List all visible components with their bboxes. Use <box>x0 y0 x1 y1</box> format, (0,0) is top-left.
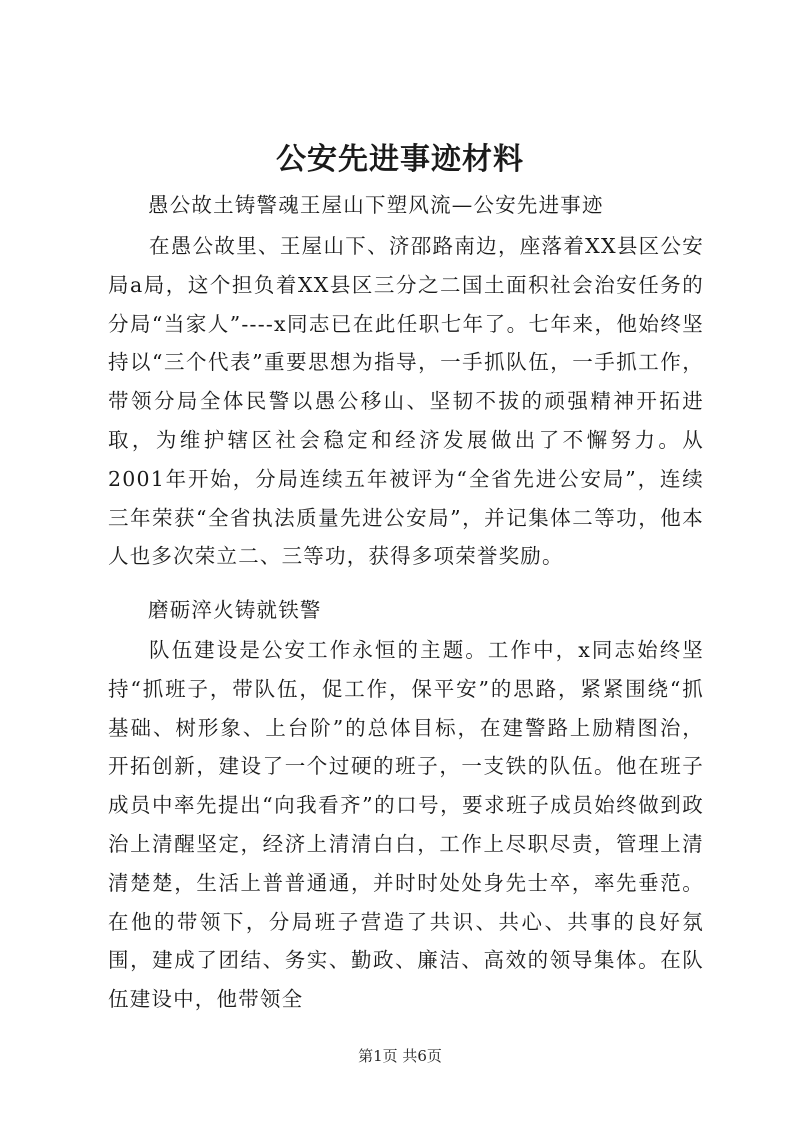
paragraph-1: 在愚公故里、王屋山下、济邵路南边，座落着XX县区公安局a局，这个担负着XX县区三分之二国土面积社会治安任务的分局“当家人”----x同志已在此任职七年了。七年来，他始终坚持以“三个代表”重要思想为指导，一手抓队伍，一手抓工作，带领分局全体民警以愚公移山、坚韧不拔的顽强精神开拓进取，为维护辖区社会稳定和经济发展做出了不懈努力。从2001年开始，分局连续五年被评为“全省先进公安局”，连续三年荣获“全省执法质量先进公安局”，并记集体二等功，他本人也多次荣立二、三等功，获得多项荣誉奖励。 <box>108 234 704 569</box>
section-heading: 磨砺淬火铸就铁警 <box>148 598 322 622</box>
page-number-footer: 第1页 共6页 <box>358 1047 442 1065</box>
document-subtitle: 愚公故土铸警魂王屋山下塑风流—公安先进事迹 <box>148 193 604 217</box>
document-title: 公安先进事迹材料 <box>276 142 524 177</box>
paragraph-2: 队伍建设是公安工作永恒的主题。工作中，x同志始终坚持“抓班子，带队伍，促工作，保平安”的思路，紧紧围绕“抓基础、树形象、上台阶”的总体目标，在建警路上励精图治，开拓创新，建设了一个过硬的班子，一支铁的队伍。他在班子成员中率先提出“向我看齐”的口号，要求班子成员始终做到政治上清醒坚定，经济上清清白白，工作上尽职尽责，管理上清清楚楚，生活上普普通通，并时时处处身先士卒，率先垂范。在他的带领下，分局班子营造了共识、共心、共事的良好氛围，建成了团结、务实、勤政、廉洁、高效的领导集体。在队伍建设中，他带领全 <box>108 638 704 1012</box>
